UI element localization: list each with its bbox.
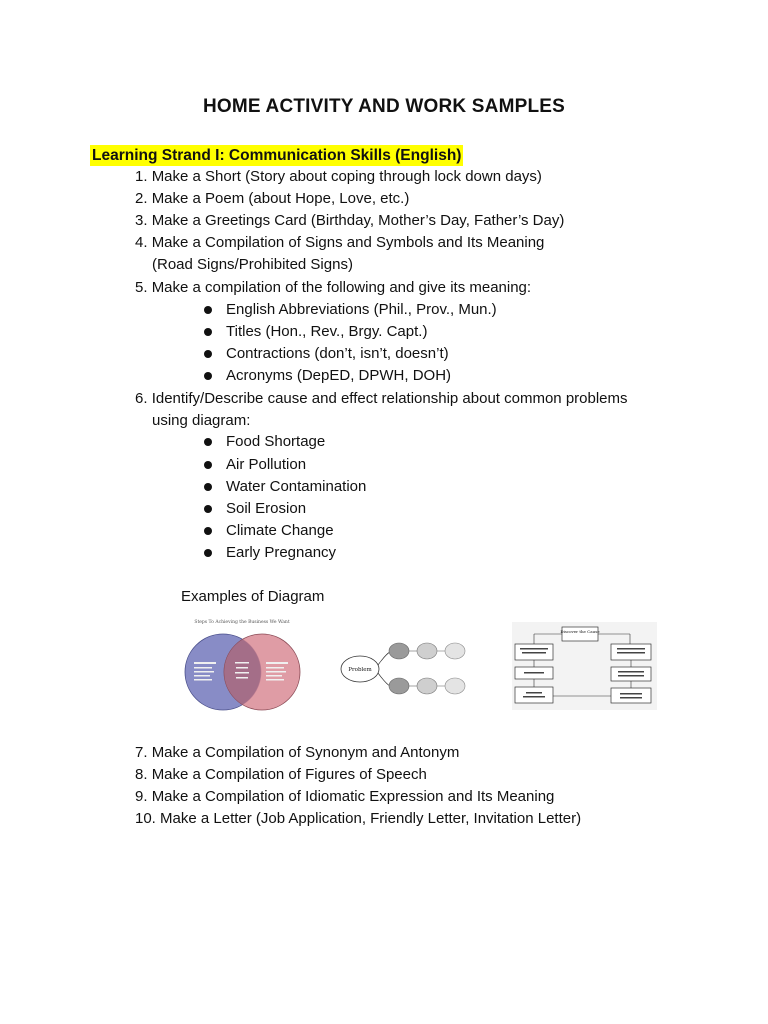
bullet-dot-icon <box>204 438 212 446</box>
flow-text-placeholder <box>522 652 546 654</box>
connector <box>378 652 390 665</box>
list-item <box>135 742 459 764</box>
venn-text-placeholder <box>194 671 214 673</box>
flow-text-placeholder <box>520 648 548 650</box>
item-text: (Road Signs/Prohibited Signs) <box>152 256 353 273</box>
list-item <box>135 786 554 808</box>
bullet-item <box>226 454 306 476</box>
problem-label: Problem <box>348 667 372 673</box>
list-item <box>135 388 628 410</box>
item-number: 3. <box>135 212 148 229</box>
venn-text-placeholder <box>266 671 286 673</box>
item-text: Make a Compilation of Synonym and Antonym <box>151 744 460 761</box>
bullet-text: Early Pregnancy <box>226 544 337 561</box>
flow-text-placeholder <box>620 693 642 695</box>
flow-box <box>515 687 553 703</box>
flow-text-placeholder <box>617 652 645 654</box>
item-text: Make a compilation of the following and give its meaning: <box>151 279 532 296</box>
list-item-continuation <box>152 410 250 432</box>
list-item <box>135 277 531 299</box>
bullet-item <box>226 299 497 321</box>
item-text: Make a Short (Story about coping through lock down days) <box>151 168 542 185</box>
item-text: Make a Compilation of Idiomatic Expression and Its Meaning <box>151 788 555 805</box>
flow-text-placeholder <box>526 692 542 694</box>
item-text: Identify/Describe cause and effect relationship about common problems <box>151 390 628 407</box>
bullet-dot-icon <box>204 350 212 358</box>
venn-text-placeholder <box>194 679 212 681</box>
venn-text-placeholder <box>266 662 288 664</box>
bullet-item <box>226 498 306 520</box>
bullet-text: Contractions (don’t, isn’t, doesn’t) <box>226 345 449 362</box>
bullet-item <box>226 321 427 343</box>
item-text: Make a Greetings Card (Birthday, Mother’s Day, Father’s Day) <box>151 212 565 229</box>
cause-effect-diagram-image <box>338 638 478 710</box>
effect-bubble <box>445 643 465 659</box>
flow-box-top-label: Discover the Cause <box>560 629 600 634</box>
effect-bubble <box>417 643 437 659</box>
venn-text-placeholder <box>194 662 216 664</box>
bullet-text: Titles (Hon., Rev., Brgy. Capt.) <box>226 323 428 340</box>
venn-text-placeholder <box>235 662 249 664</box>
venn-text-placeholder <box>236 667 248 669</box>
bullet-dot-icon <box>204 461 212 469</box>
venn-text-placeholder <box>266 667 284 669</box>
bullet-item <box>226 365 451 387</box>
flow-text-placeholder <box>524 672 544 674</box>
item-text: Make a Compilation of Figures of Speech <box>151 766 427 783</box>
cause-bubble <box>389 678 409 694</box>
connector <box>378 673 390 686</box>
effect-bubble <box>417 678 437 694</box>
item-number: 4. <box>135 234 148 251</box>
item-number: 10. <box>135 810 156 827</box>
venn-diagram-image <box>180 615 305 715</box>
bullet-dot-icon <box>204 372 212 380</box>
bullet-text: Food Shortage <box>226 433 326 450</box>
venn-text-placeholder <box>266 679 284 681</box>
list-item <box>135 764 427 786</box>
list-item-continuation <box>152 254 353 276</box>
bullet-text: Acronyms (DepED, DPWH, DOH) <box>226 367 452 384</box>
bullet-dot-icon <box>204 483 212 491</box>
flow-box <box>611 688 651 703</box>
flow-text-placeholder <box>617 648 645 650</box>
diagram-label: Examples of Diagram <box>181 588 325 605</box>
item-text: Make a Letter (Job Application, Friendly Letter, Invitation Letter) <box>160 810 582 827</box>
bullet-item <box>226 431 325 453</box>
bullet-dot-icon <box>204 527 212 535</box>
page-title: HOME ACTIVITY AND WORK SAMPLES <box>202 96 566 117</box>
bullet-item <box>226 520 334 542</box>
list-item <box>135 166 542 188</box>
flow-text-placeholder <box>618 675 644 677</box>
item-number: 9. <box>135 788 148 805</box>
venn-text-placeholder <box>236 677 248 679</box>
bullet-dot-icon <box>204 328 212 336</box>
item-text: Make a Compilation of Signs and Symbols and Its Meaning <box>151 234 545 251</box>
bullet-item <box>226 542 336 564</box>
flow-text-placeholder <box>523 696 545 698</box>
venn-text-placeholder <box>194 675 210 677</box>
bullet-dot-icon <box>204 505 212 513</box>
bullet-item <box>226 343 449 365</box>
bullet-text: Soil Erosion <box>226 500 307 517</box>
flow-text-placeholder <box>620 697 642 699</box>
venn-text-placeholder <box>194 667 212 669</box>
flow-box <box>611 667 651 681</box>
bullet-text: Air Pollution <box>226 456 307 473</box>
item-text: Make a Poem (about Hope, Love, etc.) <box>151 190 410 207</box>
bullet-dot-icon <box>204 306 212 314</box>
list-item <box>135 188 409 210</box>
list-item <box>135 808 581 830</box>
venn-title: Steps To Achieving the Business We Want <box>194 620 290 625</box>
item-number: 1. <box>135 168 148 185</box>
item-number: 7. <box>135 744 148 761</box>
bullet-text: Water Contamination <box>226 478 367 495</box>
item-number: 8. <box>135 766 148 783</box>
item-number: 5. <box>135 279 148 296</box>
list-item <box>135 210 564 232</box>
bullet-dot-icon <box>204 549 212 557</box>
list-item <box>135 232 544 254</box>
flowchart-diagram-image <box>512 622 657 710</box>
venn-text-placeholder <box>235 672 249 674</box>
learning-strand-heading: Learning Strand I: Communication Skills (English) <box>92 147 462 164</box>
bullet-item <box>226 476 366 498</box>
flow-text-placeholder <box>618 671 644 673</box>
bullet-text: Climate Change <box>226 522 334 539</box>
venn-text-placeholder <box>266 675 282 677</box>
effect-bubble <box>445 678 465 694</box>
item-text: using diagram: <box>152 412 251 429</box>
item-number: 6. <box>135 390 148 407</box>
cause-bubble <box>389 643 409 659</box>
item-number: 2. <box>135 190 148 207</box>
bullet-text: English Abbreviations (Phil., Prov., Mun.) <box>226 301 497 318</box>
